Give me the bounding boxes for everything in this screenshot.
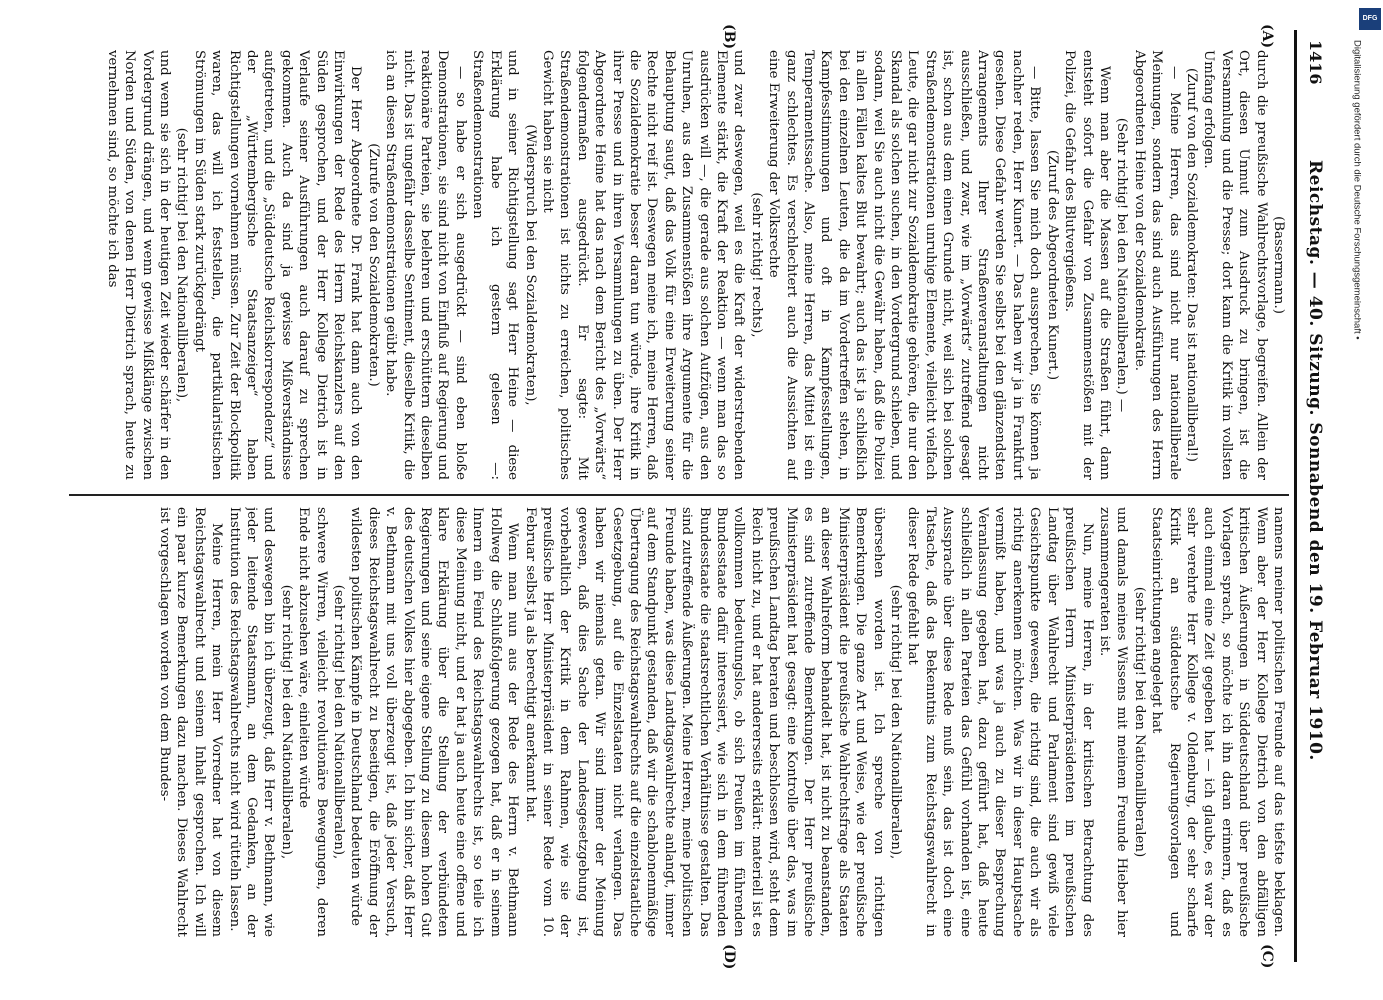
speech-paragraph: und zwar deswegen, weil es die Kraft der widerstrebenden Elemente stärkt, die Kraft der Reaktion — wenn man das so ausdrücken will —, die gerade aus solchen Aufzügen, aus den Unruhen, aus den Zusammenstößen ihre Argumente für die Behauptung saugt, daß das Volk für eine Erweiterung seiner Rechte nicht reif ist. Deswegen meine ich, meine Herren, daß die Sozialdemokratie besser daran tun würde, ihre Kritik in ihrer Presse und in ihren Versammlungen zu üben. Der Herr Abgeordnete Heine hat das nach dem Bericht des „Vorwärts“ folgendermaßen ausgedrückt. Er sagte: Mit Straßendemonstrationen ist nichts zu erreichen, politisches Gewicht haben sie nicht xyxy=(539,50,746,480)
interjection-paragraph: (sehr richtig! bei den Nationalliberalen), xyxy=(330,584,346,860)
speech-paragraph: und deswegen bin ich überzeugt, daß Herr v. Bethmann, wie jeder leitende Staatsmann, an dem Gedanken, an der Institution des Reichstagswahlrechts nicht wird rütteln lassen. xyxy=(226,507,276,937)
speech-paragraph: Wenn man aber die Massen auf die Straßen führt, dann entsteht sofort die Gefahr von Zusammenstößen mit der Polizei, die Gefahr des Blutvergießens. xyxy=(1061,50,1112,480)
speech-paragraph: durch die preußische Wahlrechtsvorlage, begreifen. Allein der Ort, diesen Unmut zum Ausdruck zu bringen, ist die Versammlung und die Presse; dort kann die Kritik im vollsten Umfang erfolgen. xyxy=(1200,50,1269,480)
speech-paragraph: schwere Wirren, vielleicht revolutionäre Bewegungen, deren Ende nicht abzusehen wäre, einleiten würde xyxy=(295,507,329,937)
speech-paragraph: — Bitte, lassen Sie mich doch aussprechen, Sie können ja nachher reden, Herr Kunert. — Das haben wir ja in Frankfurt gesehen. Diese Gefahr werden Sie selbst bei den glänzendsten Arrangements Ihrer Straßenveranstaltungen nicht ausschließen, und zwar, wie im „Vorwärts“ zutreffend gesagt ist, schon aus dem einen Grunde nicht, weil sich bei solchen Straßendemonstrationen unruhige Elemente, vielleicht vielfach Leute, die gar nicht zur Sozialdemokratie gehören, die nur den Skandal als solchen suchen, in den Vordergrund schieben, und sodann, weil Sie auch nicht die Gewähr haben, daß die Polizei in allen Fällen kaltes Blut bewahrt; auch das ist ja schließlich bei den einzelnen Leuten, die da im Vordertreffen stehen, in Kampfesstimmungen und oft in Kampfesstellungen, Temperamentssache. Also, meine Herren, das Mittel ist ein ganz schlechtes. Es verschlechtert auch die Aussichten auf eine Erweiterung der Volksrechte xyxy=(765,50,1042,480)
speech-paragraph: und in seiner Richtigstellung sagt Herr Heine — diese Erklärung habe ich gestern gelesen —: Straßendemonstrationen xyxy=(469,50,520,480)
page-header xyxy=(1299,40,1329,962)
right-text-column xyxy=(72,507,1287,937)
speech-paragraph: Der Herr Abgeordnete Dr. Frank hat dann auch von den Einwirkungen der Rede des Herrn Reichskanzlers auf den Süden gesprochen, und der Herr Kollege Dietrich ist in Verlaufe seiner Ausführungen auch darauf zu sprechen gekommen. Auch da sind ja gewisse Mißverständnisse aufgetreten, und die „Süddeutsche Reichskorrespondenz“ und der „Württembergische Staatsanzeiger“ haben Richtigstellungen vornehmen müssen. Zur Zeit der Blockpolitik waren, das will ich feststellen, die partikularistischen Strömungen im Süden stark zurückgedrängt xyxy=(191,50,363,480)
left-text-column xyxy=(72,50,1287,480)
speech-paragraph: Meine Herren, mein Herr Vorredner hat von diesem Reichstagswahlrecht und seinem Inhalt gesprochen. Ich will ein paar kurze Bemerkungen dazu machen. Dieses Wahlrecht ist vorgeschlagen worden von dem Bundes- xyxy=(156,507,224,937)
interjection-paragraph: (sehr richtig! rechts), xyxy=(748,192,764,338)
speech-paragraph: — Meine Herren, das sind nicht nur nationalliberale Meinungen, sondern das sind auch Ausführungen des Herrn Abgeordneten Heine von der Sozialdemokratie. xyxy=(1131,50,1182,480)
speech-paragraph: namens meiner politischen Freunde auf das tiefste beklagen. Wenn aber der Herr Kollege Dietrich von den abfälligen kritischen Äußerungen in Süddeutschland über preußische Vorlagen sprach, so möchte ich ihn daran erinnern, daß es auch einmal eine Zeit gegeben hat — ich glaube, es war der sehr verehrte Herr Kollege v. Oldenburg, der sehr scharfe Kritik an süddeutsche Regierungsvorlagen und Staatseinrichtungen angelegt hat xyxy=(1148,507,1286,937)
interjection-paragraph: (Sehr richtig! bei den Nationalliberalen.) — xyxy=(1113,117,1129,413)
margin-marker-b: (B) xyxy=(720,24,737,50)
speech-paragraph: Wenn man nun aus der Rede des Herrn v. Bethmann Hollweg die Schlußfolgerung gezogen hat, daß er in seinem Innern ein Feind des Reichstagswahlrechts ist, so teile ich diese Meinung nicht, und er hat ja auch heute eine offene und klare Erklärung über die Stellung der verbündeten Regierungen und seine eigene Stellung zu diesem hohen Gut des deutschen Volkes hier abgegeben. Ich bin sicher, daß Herr v. Bethmann mit uns voll überzeugt ist, daß jeder Versuch, dieses Reichstagswahlrecht zu beseitigen, die Eröffnung der wildesten politischen Kämpfe in Deutschland bedeuten würde xyxy=(347,507,520,937)
margin-marker-c: (C) xyxy=(1258,944,1275,969)
interjection-paragraph: (Zuruf des Abgeordneten Kunert.) xyxy=(1044,149,1060,381)
speech-paragraph: — so habe er sich ausgedrückt — sind eben bloße Demonstrationen, sie sind nicht von Einfluß auf Regierung und reaktionäre Parteien, sie belehren und erschüttern dieselben nicht. Das ist ungefähr dasselbe Sentiment, dieselbe Kritik, die ich an diesen Straßendemonstrationen geübt habe. xyxy=(382,50,468,480)
rotated-document-page xyxy=(47,20,1337,980)
funding-note: Digitalisierung gefördert durch die Deutsche Forschungsgemeinschaft • xyxy=(1352,40,1363,340)
interjection-paragraph: (sehr richtig! bei den Nationalliberalen), xyxy=(887,584,903,860)
margin-marker-a: (A) xyxy=(1258,24,1275,49)
column-separator xyxy=(69,494,1289,496)
speech-paragraph: und wenn sie sich in der heutigen Zeit wieder schärfer in den Vordergrund drängen, und wenn gewisse Mißklänge zwischen Norden und Süden, von denen Herr Dietrich sprach, heute zu vernehmen sind, so möchte ich das xyxy=(104,50,172,480)
interjection-paragraph: (sehr richtig! bei den Nationalliberalen), xyxy=(173,127,189,403)
interjection-paragraph: (Zuruf von den Sozialdemokraten: Das ist nationalliberal!) xyxy=(1183,68,1199,462)
speech-paragraph: übersehen worden ist. Ich spreche von richtigen Bemerkungen. Die ganze Art und Weise, wie der preußische Ministerpräsident die preußische Wahlrechtsfrage als Staaten an dieser Wahlreform behandelt hat, ist nicht zu beanstanden, es sind zutreffende Bemerkungen. Der Herr preußische Ministerpräsident hat gesagt: eine Kontrolle über das, was im preußischen Landtag beraten und beschlossen wird, steht dem Reich nicht zu, und er hat andererseits erklärt: materiell ist es vollkommen bedeutungslos, ob sich Preußen im führenden Bundesstaate dafür interessiert, wie sich in dem führenden Bundesstaate die staatsrechtlichen Verhältnisse gestalten. Das sind zutreffende Äußerungen. Meine Herren, meine politischen Freunde haben, was diese Landtagswahlrechte anlangt, immer auf dem Standpunkt gestanden, daß wir die schablonenmäßige Übertragung des Reichstagswahlrechts auf die einzelstaatliche Gesetzgebung, auf die Einzelstaaten nicht verlangen. Das haben wir niemals getan. Wir sind immer der Meinung gewesen, daß dies Sache der Landesgesetzgebung ist, vorbehaltlich der Kritik in dem Rahmen, wie sie der preußische Herr Ministerpräsident in seiner Rede vom 10. Februar selbst ja als berechtigt anerkannt hat. xyxy=(522,507,886,937)
dfg-logo: DFG xyxy=(1359,8,1381,30)
running-title: Reichstag. — 40. Sitzung. Sonnabend den 19. Februar 1910. xyxy=(1304,160,1325,761)
speech-paragraph: Nun, meine Herren, in der kritischen Betrachtung des preußischen Herrn Ministerpräsidenten im preußischen Landtag über Wahlrecht und Parlament sind gewiß viele Gesichtspunkte gewesen, die richtig sind, die auch wir als richtig anerkennen möchten. Was wir in dieser Hauptsache vermißt haben, und was ja auch zu dieser Besprechung Veranlassung gegeben hat, dazu geführt hat, daß heute schließlich in allen Parteien das Gefühl vorhanden ist, eine Aussprache über diese Rede muß sein, das ist doch eine Tatsache, daß das Bekenntnis zum Reichstagswahlrecht in dieser Rede gefehlt hat xyxy=(904,507,1095,937)
interjection-paragraph: (sehr richtig! bei den Nationalliberalen), xyxy=(278,584,294,860)
interjection-paragraph: (Bassermann.) xyxy=(1270,216,1286,314)
interjection-paragraph: (Zurufe von den Sozialdemokraten.) xyxy=(365,143,381,387)
interjection-paragraph: (sehr richtig! bei den Nationalliberalen) xyxy=(1131,586,1147,858)
speech-paragraph: und damals meines Wissens mit meinem Freunde Hieber hier zusammengeraten ist. xyxy=(1096,507,1129,937)
page-number: 1416 xyxy=(1305,40,1325,85)
header-rule xyxy=(1294,30,1297,962)
margin-marker-d: (D) xyxy=(720,944,737,970)
interjection-paragraph: (Widerspruch bei den Sozialdemokraten), xyxy=(522,124,538,406)
digitization-credit xyxy=(1343,0,1383,1000)
